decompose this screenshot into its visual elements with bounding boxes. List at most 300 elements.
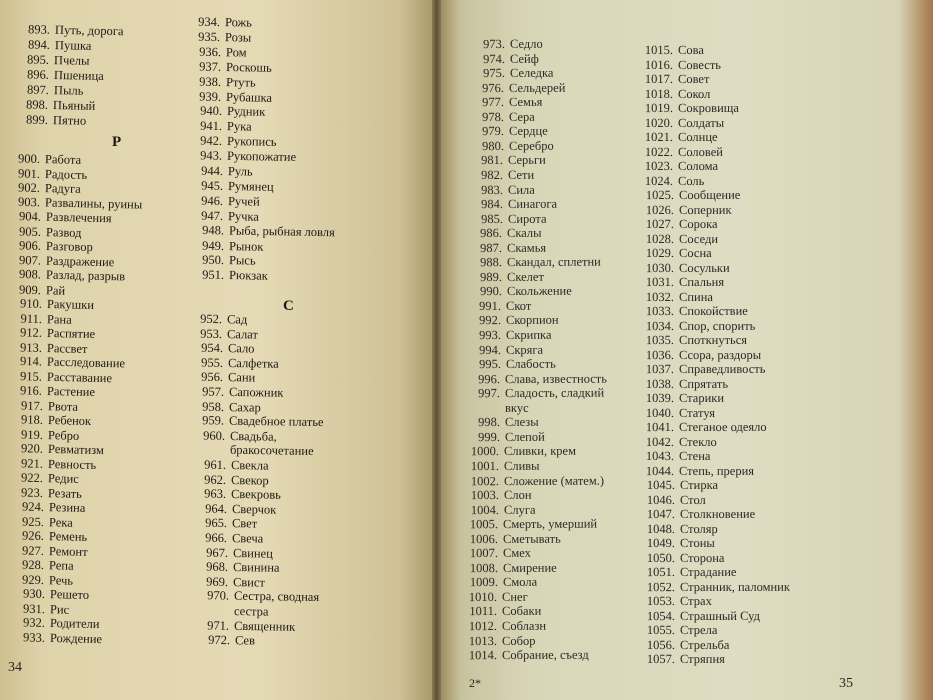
entry-word: Роскошь xyxy=(225,59,272,75)
entry-number: 953. xyxy=(200,326,223,341)
entry-number: 945. xyxy=(200,178,223,193)
entry-number: 983. xyxy=(481,182,504,197)
dictionary-entry xyxy=(633,87,710,100)
dictionary-entry xyxy=(185,458,268,472)
dictionary-entry xyxy=(181,105,264,119)
dictionary-entry xyxy=(633,160,718,173)
entry-number: 921. xyxy=(21,455,44,471)
entry-word: Спрятать xyxy=(679,376,729,391)
entry-word: Рукопожатие xyxy=(227,148,297,165)
entry-number: 948. xyxy=(201,222,224,237)
entry-word: Ракушки xyxy=(46,296,94,313)
entry-number: 928. xyxy=(22,557,45,573)
entry-number: 963. xyxy=(204,486,227,502)
entry-number: 1024. xyxy=(645,173,674,188)
entry-word: Распятие xyxy=(46,325,96,342)
entry-number: 1023. xyxy=(645,159,674,174)
entry-word: Свадебное платье xyxy=(229,413,325,430)
entry-word: Розы xyxy=(225,30,252,45)
dictionary-entry xyxy=(635,493,706,506)
entry-word: Скряга xyxy=(505,342,543,357)
entry-number: 1015. xyxy=(644,42,674,58)
left-page-column-2 xyxy=(0,0,335,700)
entry-number: 950. xyxy=(202,253,225,268)
entry-word: Румянец xyxy=(227,178,274,194)
dictionary-entry xyxy=(181,60,272,75)
dictionary-entry xyxy=(633,102,739,115)
entry-word: Свинина xyxy=(232,560,280,575)
entry-number: 914. xyxy=(20,354,43,369)
dictionary-entry xyxy=(634,203,732,216)
dictionary-entry xyxy=(186,473,269,487)
entry-number: 909. xyxy=(19,282,42,297)
entry-word: Соседи xyxy=(678,231,718,246)
entry-number: 1019. xyxy=(645,101,674,116)
entry-word: Солнце xyxy=(678,129,718,144)
entry-number: 1046. xyxy=(646,492,675,507)
entry-word: Репа xyxy=(49,558,74,573)
dictionary-entry xyxy=(634,464,754,477)
dictionary-entry xyxy=(635,595,712,608)
entry-word: Сирота xyxy=(507,211,547,226)
entry-word: Разлад, разрыв xyxy=(46,267,126,284)
entry-number: 1030. xyxy=(645,260,674,275)
entry-word: Рождение xyxy=(49,630,103,646)
dictionary-entry xyxy=(635,624,717,637)
entry-word: Салат xyxy=(227,326,259,342)
entry-number: 893. xyxy=(27,22,51,37)
dictionary-entry xyxy=(634,363,765,376)
entry-number: 992. xyxy=(479,313,502,328)
entry-word: Ссора, раздоры xyxy=(679,347,762,362)
entry-number: 896. xyxy=(26,67,50,82)
entry-word: Река xyxy=(48,514,73,530)
dictionary-entry xyxy=(633,73,709,86)
dictionary-entry xyxy=(184,269,268,283)
entry-word: Свист xyxy=(233,574,266,590)
dictionary-entry xyxy=(182,120,252,134)
entry-number: 920. xyxy=(20,441,44,456)
entry-number: 1040. xyxy=(646,405,675,420)
dictionary-entry xyxy=(634,421,767,434)
dictionary-entry xyxy=(633,116,724,129)
entry-number: 1006. xyxy=(470,531,499,546)
entry-word: Сокровища xyxy=(678,100,740,116)
entry-word: Салфетка xyxy=(227,355,279,371)
dictionary-entry xyxy=(183,342,255,356)
entry-word: Развод xyxy=(45,224,82,240)
entry-number: 1003. xyxy=(470,487,499,503)
entry-number: 907. xyxy=(19,252,42,268)
entry-word: Руль xyxy=(227,164,253,179)
entry-word: Сообщение xyxy=(678,187,740,203)
entry-number: 974. xyxy=(482,51,505,66)
entry-word: Слепой xyxy=(504,429,545,444)
entry-number: 901. xyxy=(18,165,41,181)
entry-number: 910. xyxy=(19,296,42,311)
entry-number: 906. xyxy=(18,238,42,253)
entry-word: Священник xyxy=(234,618,296,634)
entry-number: 1016. xyxy=(644,57,674,72)
entry-number: 1056. xyxy=(646,637,676,652)
entry-number: 944. xyxy=(200,163,223,179)
entry-word: Решето xyxy=(49,587,89,602)
entry-word: Путь, дорога xyxy=(54,22,124,39)
entry-word: Синагога xyxy=(507,196,557,212)
entry-number: 972. xyxy=(207,632,230,648)
entry-word: Стрельба xyxy=(680,637,730,652)
entry-word: Рубашка xyxy=(226,89,273,105)
dictionary-entry xyxy=(183,371,255,385)
entry-word: Спор, спорить xyxy=(678,318,756,333)
dictionary-entry xyxy=(635,653,725,666)
entry-number: 956. xyxy=(201,370,224,385)
entry-word: Сад xyxy=(226,312,248,327)
entry-number: 982. xyxy=(481,167,504,182)
entry-number: 911. xyxy=(20,311,42,326)
entry-word: Соловей xyxy=(678,144,724,159)
entry-number: 971. xyxy=(207,618,230,633)
entry-word: Справедливость xyxy=(679,361,766,377)
entry-word: Стеганое одеяло xyxy=(679,419,767,435)
entry-word: Рана xyxy=(46,311,72,327)
entry-number: 898. xyxy=(26,97,49,112)
entry-word: Ремонт xyxy=(48,543,88,559)
dictionary-entry xyxy=(634,276,724,289)
entry-word: Рукопись xyxy=(226,134,277,150)
entry-number: 1055. xyxy=(646,623,676,638)
entry-number: 964. xyxy=(204,501,227,516)
dictionary-entry xyxy=(634,232,718,245)
dictionary-entry xyxy=(634,218,718,231)
entry-number: 1021. xyxy=(645,130,674,145)
entry-number: 966. xyxy=(205,530,228,546)
entry-number: 923. xyxy=(21,485,44,500)
entry-number: 1037. xyxy=(645,362,675,377)
dictionary-entry xyxy=(184,414,324,429)
entry-word: Страх xyxy=(679,593,712,608)
entry-word: Свекор xyxy=(230,472,269,488)
entry-word: Сливки, крем xyxy=(504,444,577,459)
entry-number: 1032. xyxy=(645,289,674,304)
entry-word: Собаки xyxy=(502,604,542,619)
dictionary-entry xyxy=(182,164,252,178)
entry-word: Резина xyxy=(48,500,86,515)
entry-number: 904. xyxy=(18,209,41,224)
entry-number: 908. xyxy=(19,267,42,282)
entry-number: 984. xyxy=(480,197,503,212)
letter-heading: С xyxy=(283,298,294,314)
dictionary-entry xyxy=(634,334,747,347)
entry-number: 924. xyxy=(21,499,44,514)
entry-number: 951. xyxy=(202,267,225,283)
table-edge xyxy=(898,0,933,700)
dictionary-entry xyxy=(183,179,274,194)
dictionary-entry xyxy=(184,385,284,400)
entry-word: Рука xyxy=(226,119,252,134)
entry-word: Сова xyxy=(677,42,704,57)
entry-word: Странник, паломник xyxy=(679,579,790,594)
entry-number: 919. xyxy=(20,427,44,442)
entry-word: Степь, прерия xyxy=(679,463,755,478)
entry-number: 985. xyxy=(480,211,503,226)
entry-number: 977. xyxy=(482,95,505,110)
entry-word: Свет xyxy=(231,516,258,531)
entry-word: Соль xyxy=(678,173,705,188)
entry-number: 1052. xyxy=(646,579,675,594)
entry-word: Спальня xyxy=(678,274,724,290)
entry-number: 1002. xyxy=(470,473,500,488)
entry-number: 1051. xyxy=(646,565,675,580)
entry-number: 932. xyxy=(22,615,45,630)
entry-word: Ручка xyxy=(228,208,260,224)
entry-word: Сельдерей xyxy=(509,80,566,95)
dictionary-entry xyxy=(634,348,761,361)
dictionary-entry xyxy=(184,239,264,253)
entry-word: Сложение (матем.) xyxy=(503,473,605,488)
entry-number: 997. xyxy=(478,386,501,401)
entry-word: Пьяный xyxy=(53,98,96,113)
entry-word: сестра xyxy=(233,604,269,619)
entry-word: Сокол xyxy=(678,86,711,101)
right-page-column-2 xyxy=(441,0,790,700)
entry-number: 1010. xyxy=(469,589,498,604)
dictionary-entry xyxy=(634,450,710,463)
entry-word: Смирение xyxy=(502,560,557,575)
entry-number: 940. xyxy=(199,103,222,119)
entry-word: Рыба, рыбная ловля xyxy=(228,223,335,239)
entry-number: 903. xyxy=(18,194,41,209)
entry-word: Свинец xyxy=(232,545,273,561)
entry-word: Скелет xyxy=(506,269,544,284)
entry-number: 973. xyxy=(483,36,506,52)
entry-number: 905. xyxy=(18,223,41,239)
entry-word: Стоны xyxy=(679,535,715,550)
entry-number: 902. xyxy=(18,180,41,195)
entry-word: Свекровь xyxy=(231,487,282,502)
entry-number: 925. xyxy=(21,514,44,529)
entry-number: 1053. xyxy=(646,593,675,609)
entry-word: Сливы xyxy=(504,458,540,473)
entry-number: 1057. xyxy=(646,652,676,667)
entry-number: 936. xyxy=(198,44,221,59)
entry-word: Стол xyxy=(679,492,706,507)
entry-word: Скандал, сплетни xyxy=(506,254,601,270)
entry-number: 1041. xyxy=(646,420,675,435)
entry-number: 1017. xyxy=(644,71,674,87)
entry-number: 998. xyxy=(477,415,500,430)
entry-number: 981. xyxy=(481,153,504,168)
entry-word: Ремень xyxy=(48,529,88,544)
left-page-number: 34 xyxy=(8,660,22,675)
entry-number: 897. xyxy=(26,82,49,98)
entry-number: 979. xyxy=(481,124,504,139)
dictionary-entry xyxy=(634,435,717,448)
dictionary-entry xyxy=(634,290,713,303)
entry-word: Радуга xyxy=(45,181,82,196)
entry-word: Солдаты xyxy=(678,115,725,130)
dictionary-entry xyxy=(635,566,736,579)
dictionary-entry xyxy=(180,45,246,59)
entry-number: 939. xyxy=(199,89,222,104)
entry-number: 922. xyxy=(21,470,44,486)
entry-number: 968. xyxy=(205,559,229,575)
entry-word: Радость xyxy=(44,166,88,182)
dictionary-entry xyxy=(187,546,272,560)
entry-word: Слава, известность xyxy=(505,371,608,386)
entry-word: Сердце xyxy=(508,124,548,139)
dictionary-entry xyxy=(180,30,251,44)
entry-word: Расследование xyxy=(46,354,126,371)
entry-number: 1014. xyxy=(468,648,497,663)
entry-number: 1039. xyxy=(646,391,675,406)
entry-word: Собор xyxy=(501,633,536,648)
right-page-number: 35 xyxy=(839,676,853,691)
entry-word: Сосульки xyxy=(678,260,730,275)
dictionary-entry xyxy=(635,508,755,521)
entry-number: 931. xyxy=(22,601,45,616)
entry-word: Развалины, руины xyxy=(45,194,143,212)
entry-word: Спина xyxy=(678,289,713,304)
entry-word: Рысь xyxy=(228,253,256,269)
entry-word: Сосна xyxy=(678,245,712,260)
entry-number: 926. xyxy=(21,528,45,543)
entry-number: 1049. xyxy=(646,535,675,551)
dictionary-entry xyxy=(189,604,269,618)
entry-word: Рассвет xyxy=(46,340,88,356)
dictionary-entry xyxy=(183,194,260,208)
entry-number: 1027. xyxy=(645,217,674,232)
entry-number: 1043. xyxy=(646,448,675,464)
entry-number: 894. xyxy=(27,37,50,52)
entry-word: Смех xyxy=(502,546,531,561)
entry-word: Пыль xyxy=(53,83,84,98)
dictionary-entry xyxy=(182,134,277,149)
dictionary-entry xyxy=(188,575,265,589)
entry-word: Совет xyxy=(678,71,710,86)
entry-word: Резать xyxy=(48,485,83,501)
entry-word: Сладость, сладкий xyxy=(505,385,605,401)
entry-word: Рынок xyxy=(228,238,264,254)
entry-word: Стекло xyxy=(679,434,718,449)
entry-number: 993. xyxy=(479,327,502,343)
entry-number: 1029. xyxy=(645,245,674,261)
entry-word: Свадьба, xyxy=(229,428,277,444)
entry-number: 996. xyxy=(478,371,501,386)
entry-word: Редис xyxy=(48,471,80,486)
dictionary-entry xyxy=(633,44,704,57)
entry-number: 933. xyxy=(22,629,46,645)
entry-word: Страдание xyxy=(679,564,737,580)
dictionary-entry xyxy=(183,223,334,239)
entry-number: 915. xyxy=(20,368,43,384)
entry-number: 1054. xyxy=(646,608,675,623)
entry-number: 1050. xyxy=(646,550,675,565)
entry-word: Сметывать xyxy=(503,531,562,546)
entry-word: Ром xyxy=(225,45,247,60)
entry-number: 969. xyxy=(206,574,229,589)
entry-number: 934. xyxy=(198,14,221,30)
entry-number: 1044. xyxy=(646,463,675,478)
entry-number: 978. xyxy=(482,109,505,124)
right-page xyxy=(441,0,933,700)
entry-number: 929. xyxy=(22,572,45,587)
entry-word: Сев xyxy=(234,633,255,648)
entry-number: 1026. xyxy=(645,202,674,217)
entry-word: Скольжение xyxy=(506,284,572,299)
entry-word: Пятно xyxy=(52,113,87,128)
left-page xyxy=(0,0,434,700)
dictionary-entry xyxy=(190,634,255,648)
entry-number: 1011. xyxy=(469,604,498,619)
dictionary-entry xyxy=(634,247,712,260)
entry-word: Сапожник xyxy=(228,384,284,400)
entry-number: 1028. xyxy=(645,231,674,246)
dictionary-entry xyxy=(183,356,279,371)
entry-number: 957. xyxy=(201,384,224,399)
dictionary-entry xyxy=(633,131,718,144)
entry-word: Расставание xyxy=(47,369,113,385)
dictionary-entry xyxy=(633,189,739,202)
entry-number: 967. xyxy=(205,545,228,560)
entry-number: 918. xyxy=(20,412,43,427)
entry-word: Скорпион xyxy=(506,313,559,328)
entry-word: Пушка xyxy=(54,38,92,53)
letter-heading: Р xyxy=(112,134,122,150)
entry-word: Собрание, съезд xyxy=(501,647,589,663)
entry-number: 989. xyxy=(479,269,502,284)
entry-word: Разговор xyxy=(45,238,93,255)
entry-word: Соперник xyxy=(678,202,732,217)
entry-word: Родители xyxy=(49,615,100,632)
entry-word: Скамья xyxy=(507,240,547,255)
entry-word: Серьги xyxy=(508,153,547,168)
entry-number: 900. xyxy=(17,151,41,166)
entry-number: 961. xyxy=(203,457,226,472)
entry-word: Сейф xyxy=(509,51,539,66)
entry-number: 1025. xyxy=(645,188,674,203)
entry-number: 930. xyxy=(22,586,45,601)
entry-number: 1009. xyxy=(469,575,498,590)
entry-number: 986. xyxy=(480,226,503,241)
dictionary-entry xyxy=(184,254,256,268)
entry-word: вкус xyxy=(504,400,529,415)
dictionary-entry xyxy=(187,517,257,531)
entry-number: 988. xyxy=(480,255,503,270)
entry-number: 1048. xyxy=(646,521,675,536)
entry-word: Речь xyxy=(49,572,74,588)
entry-number: 1022. xyxy=(645,144,674,159)
entry-word: Рис xyxy=(49,601,70,617)
entry-word: Ревность xyxy=(47,456,97,472)
entry-number: 1008. xyxy=(469,560,498,575)
entry-word: Серебро xyxy=(508,138,554,153)
dictionary-entry xyxy=(633,145,723,158)
entry-number: 995. xyxy=(478,357,501,372)
entry-word: Пчелы xyxy=(54,53,90,68)
entry-word: Столкновение xyxy=(679,506,755,522)
entry-word: Сало xyxy=(227,341,255,356)
entry-word: Стряпня xyxy=(680,651,726,666)
entry-word: бракосочетание xyxy=(230,443,314,459)
entry-word: Солома xyxy=(678,158,719,173)
entry-number: 1020. xyxy=(645,115,674,130)
dictionary-entry xyxy=(180,15,252,29)
entry-number: 980. xyxy=(481,138,504,153)
entry-word: Слон xyxy=(503,487,532,502)
entry-number: 1013. xyxy=(468,633,497,648)
dictionary-entry xyxy=(634,305,748,318)
